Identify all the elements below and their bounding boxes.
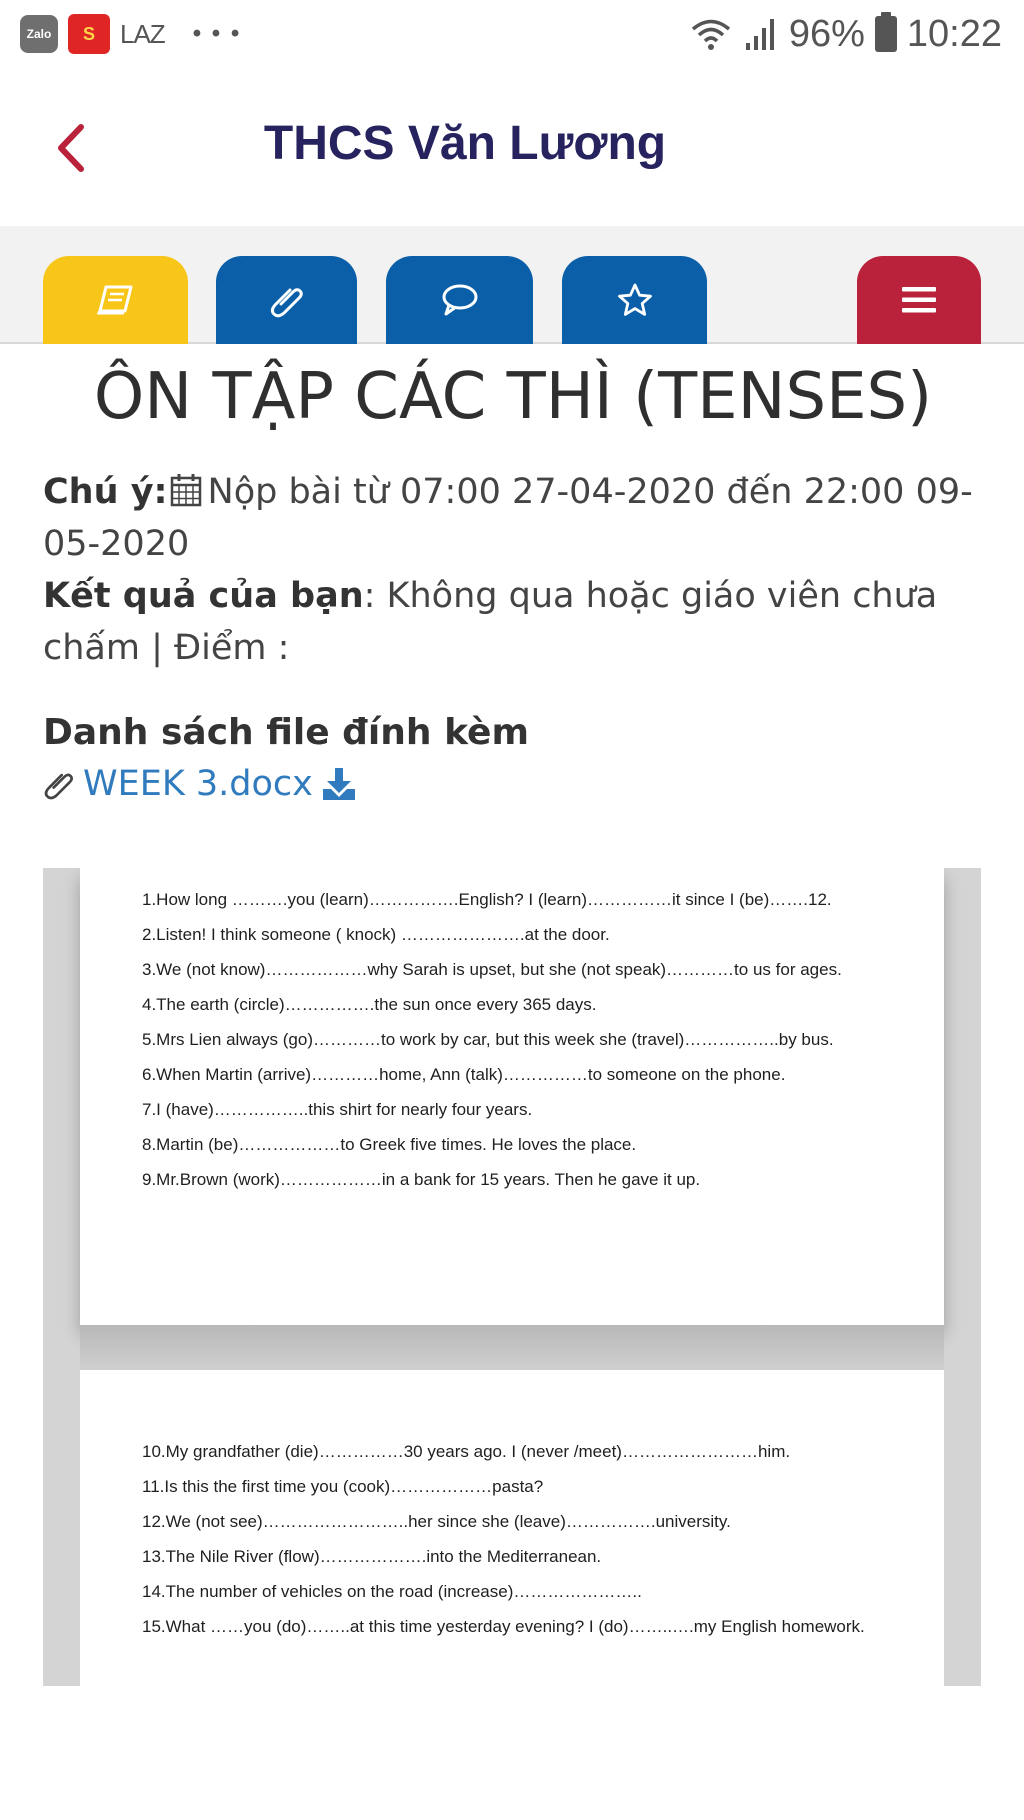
page-title: THCS Văn Lương [263, 117, 667, 170]
tab-bar [0, 226, 1024, 344]
notification-icons [20, 14, 241, 54]
assignment-note [43, 466, 983, 570]
tab-attachments[interactable] [216, 256, 357, 344]
attachment-item [43, 764, 983, 804]
question-list-page-1 [142, 888, 882, 1203]
assignment-title: ÔN TẬP CÁC THÌ (TENSES) [93, 360, 933, 434]
document-page-1 [80, 868, 944, 1325]
document-preview[interactable] [43, 868, 981, 1686]
question-item: 1.How long ……….you (learn)…………….English? I (learn)……………it since I (be)…….12. [142, 890, 832, 909]
shop-app-icon: S [68, 14, 110, 54]
submission-period: Nộp bài từ 07:00 27-04-2020 đến 22:00 09-05-2020 [43, 472, 973, 564]
question-item: 5.Mrs Lien always (go)…………to work by car, but this week she (travel)……………..by bus. [142, 1030, 834, 1049]
result-label: Kết quả của bạn [43, 576, 364, 616]
tab-favorites[interactable] [562, 256, 707, 344]
assignment-content [43, 360, 983, 804]
result-value: : Không qua hoặc giáo viên chưa chấm | Điểm : [43, 576, 938, 668]
question-list-page-2 [142, 1440, 882, 1650]
document-page-2 [80, 1370, 944, 1686]
question-item: 11.Is this the first time you (cook)………………pasta? [142, 1477, 544, 1496]
question-item: 15.What ……you (do)……..at this time yesterday evening? I (do)……..….my English homework. [142, 1617, 865, 1636]
app-header [0, 70, 1024, 226]
question-item: 4.The earth (circle)…………….the sun once every 365 days. [142, 995, 597, 1014]
tab-content[interactable] [43, 256, 188, 344]
tab-menu[interactable] [857, 256, 981, 344]
menu-icon [901, 285, 937, 315]
wifi-icon [689, 16, 733, 52]
question-item: 9.Mr.Brown (work)………………in a bank for 15 years. Then he gave it up. [142, 1170, 701, 1189]
tab-comments[interactable] [386, 256, 533, 344]
more-notifications-icon: • • • [192, 20, 242, 47]
zalo-app-icon: Zalo [20, 15, 58, 53]
battery-icon [875, 16, 897, 52]
attachments-heading: Danh sách file đính kèm [43, 712, 529, 753]
calendar-icon [170, 473, 202, 507]
question-item: 6.When Martin (arrive)…………home, Ann (talk)……………to someone on the phone. [142, 1065, 786, 1084]
question-item: 13.The Nile River (flow)……………….into the Mediterranean. [142, 1547, 602, 1566]
system-status [689, 12, 1002, 56]
comment-icon [441, 283, 479, 317]
question-item: 14.The number of vehicles on the road (increase)………………….. [142, 1582, 642, 1601]
signal-icon [743, 16, 779, 52]
paperclip-icon [43, 768, 75, 800]
attachment-link[interactable]: WEEK 3.docx [83, 764, 313, 804]
lazada-app-icon: LAZ [120, 18, 165, 49]
question-item: 8.Martin (be)………………to Greek five times. He loves the place. [142, 1135, 637, 1154]
page-separator [80, 1325, 944, 1370]
download-icon[interactable] [321, 767, 357, 801]
status-bar [0, 0, 1024, 70]
clock: 10:22 [906, 12, 1002, 55]
book-icon [97, 285, 135, 315]
question-item: 10.My grandfather (die)……………30 years ago. I (never /meet)……………………him. [142, 1442, 791, 1461]
assignment-result [43, 570, 983, 674]
paperclip-icon [269, 282, 305, 318]
battery-percent: 96% [788, 12, 865, 55]
question-item: 3.We (not know)………………why Sarah is upset, but she (not speak)…………to us for ages. [142, 960, 842, 979]
question-item: 7.I (have)……………..this shirt for nearly four years. [142, 1100, 533, 1119]
star-icon [617, 283, 653, 317]
question-item: 2.Listen! I think someone ( knock) ………………….at the door. [142, 925, 610, 944]
question-item: 12.We (not see)……………………..her since she (leave)…………….university. [142, 1512, 731, 1531]
note-label: Chú ý: [43, 472, 168, 512]
